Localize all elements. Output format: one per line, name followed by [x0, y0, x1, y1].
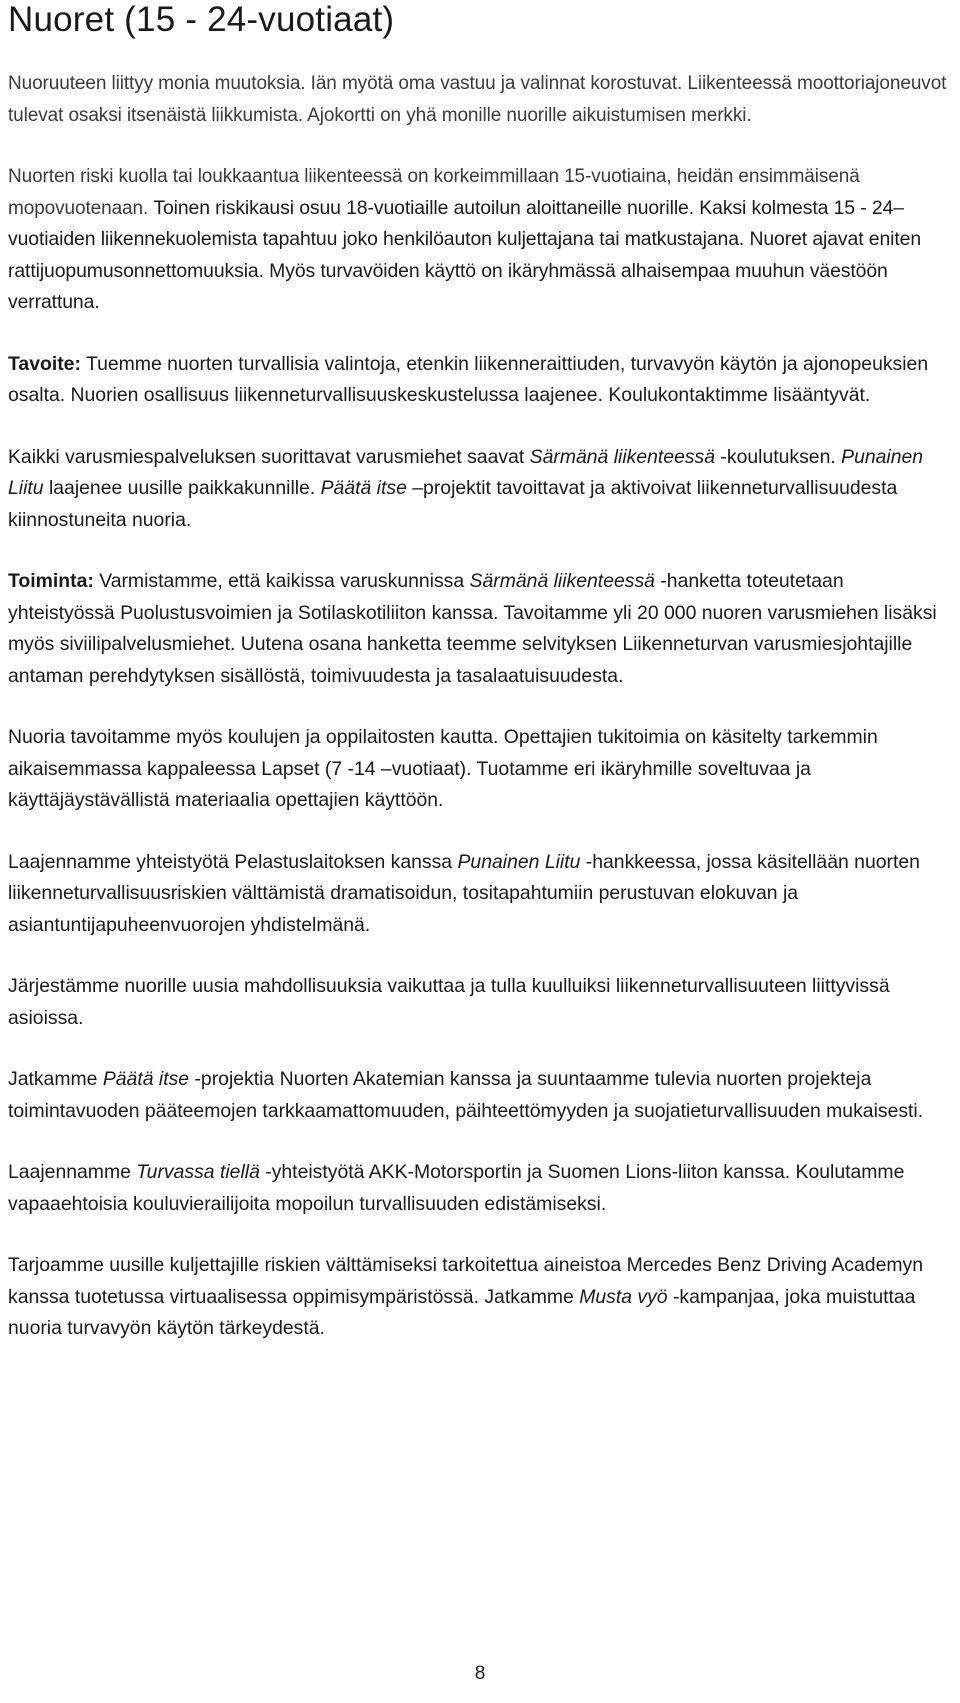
paragraph-emphasis: Musta vyö — [579, 1285, 668, 1308]
paragraph-text: -hanketta toteutetaan yhteistyössä Puolustusvoimien ja Sotilaskotiliiton kanssa. Tavoitamme yli 20 000 nuoren varusmiehen lisäksi myös siviilipalvelusmiehet. Uutena osana hanketta teemme selvityksen Liikenneturvan varusmiesjohtajille antaman perehdytyksen sisällöstä, toimivuudesta ja tasalaatuisuudesta. — [8, 570, 937, 687]
paragraph-lead-label: Tavoite: — [8, 352, 81, 375]
paragraph-text: Nuoruuteen liittyy monia muutoksia. Iän myötä oma vastuu ja valinnat korostuvat. Liikenteessä moottoriajoneuvot tulevat osaksi itsenäistä liikkumista. Ajokortti on yhä monille nuorille aikuistumisen merkki. — [8, 73, 947, 126]
paragraph-emphasis: Päätä itse — [102, 1068, 190, 1090]
paragraph-text: –projektit tavoittavat ja aktivoivat liikenneturvallisuudesta kiinnostuneita nuoria. — [8, 477, 898, 531]
paragraph-text: laajenee uusille paikkakunnille. — [43, 477, 321, 499]
paragraph — [8, 847, 952, 942]
paragraph-emphasis: Päätä itse — [320, 477, 407, 499]
paragraph — [8, 722, 952, 817]
paragraph — [8, 566, 952, 692]
paragraph-text: -hankkeessa, jossa käsitellään nuorten liikenneturvallisuusriskien välttämistä dramatisoidun, tositapahtumiin perustuvan elokuvan ja asiantuntijapuheenvuorojen yhdistelmänä. — [8, 850, 920, 936]
paragraph-lead-label: Toiminta: — [8, 570, 94, 592]
paragraph — [8, 1064, 952, 1127]
paragraph-text: Nuoria tavoitamme myös koulujen ja oppilaitosten kautta. Opettajien tukitoimia on käsitelty tarkemmin aikaisemmassa kappaleessa Lapset (7 -14 –vuotiaat). Tuotamme eri ikäryhmille soveltuvaa ja käyttäjäystävällistä materiaalia opettajien käyttöön. — [8, 726, 878, 811]
page-number: 8 — [474, 1663, 486, 1684]
page-title: Nuoret (15 - 24-vuotiaat) — [8, 0, 395, 39]
paragraph — [8, 1250, 952, 1345]
paragraph-text: Nuorten riski kuolla tai loukkaantua liikenteessä on korkeimmillaan 15-vuotiaina, heidän ensimmäisenä mopovuotenaan. — [8, 166, 860, 219]
paragraph-text: -kampanjaa, joka muistuttaa nuoria turvavyön käytön tärkeydestä. — [8, 1285, 916, 1339]
paragraph-text: -projektia Nuorten Akatemian kanssa ja suuntaamme tulevia nuorten projekteja toimintavuoden pääteemojen tarkkaamattomuuden, päihteettömyyden ja suojatieturvallisuuden mukaisesti. — [8, 1068, 924, 1122]
paragraph-text: Kaikki varusmiespalveluksen suorittavat varusmiehet saavat — [8, 445, 530, 468]
document-page — [8, 0, 952, 1345]
document-body — [8, 68, 952, 1345]
paragraph-text: Varmistamme, että kaikissa varuskunnissa — [93, 570, 470, 592]
paragraph-text: -yhteistyötä AKK-Motorsportin ja Suomen Lions-liiton kanssa. Koulutamme vapaaehtoisia kouluvierailijoita mopoilun turvallisuuden edistämiseksi. — [8, 1161, 905, 1215]
paragraph-text: Laajennamme — [8, 1161, 137, 1183]
paragraph-text: Jatkamme — [8, 1068, 103, 1090]
paragraph-emphasis: Punainen Liitu — [8, 445, 924, 499]
paragraph — [8, 161, 952, 319]
paragraph-emphasis: Punainen Liitu — [457, 850, 581, 873]
paragraph-emphasis: Särmänä liikenteessä — [529, 445, 716, 468]
paragraph-text: Laajennamme yhteistyötä Pelastuslaitoksen kanssa — [8, 850, 458, 873]
paragraph — [8, 1157, 952, 1220]
paragraph — [8, 442, 952, 537]
paragraph — [8, 971, 952, 1034]
paragraph-emphasis: Särmänä liikenteessä — [469, 570, 655, 592]
paragraph — [8, 349, 952, 412]
paragraph-text: Järjestämme nuorille uusia mahdollisuuksia vaikuttaa ja tulla kuulluiksi liikenneturvallisuuteen liittyvissä asioissa. — [8, 975, 890, 1029]
paragraph — [8, 68, 952, 131]
paragraph-text: Tuemme nuorten turvallisia valintoja, etenkin liikenneraittiuden, turvavyön käytön ja ajonopeuksien osalta. Nuorien osallisuus liikenneturvallisuuskeskustelussa laajenee. Koulukontaktimme lisääntyvät. — [8, 352, 929, 406]
paragraph-text: Tarjoamme uusille kuljettajille riskien välttämiseksi tarkoitettua aineistoa Mercedes Benz Driving Academyn kanssa tuotetussa virtuaalisessa oppimisympäristössä. Jatkamme — [8, 1254, 923, 1308]
paragraph-text: Toinen riskikausi osuu 18-vuotiaille autoilun aloittaneille nuorille. Kaksi kolmesta 15 - 24–vuotiaiden liikennekuolemista tapahtuu joko henkilöauton kuljettajana tai matkustajana. Nuoret ajavat eniten rattijuopumusonnettomuuksia. Myös turvavöiden käyttö on ikäryhmässä alhaisempaa muuhun väestöön verrattuna. — [8, 196, 922, 313]
paragraph-emphasis: Turvassa tiellä — [136, 1161, 260, 1183]
paragraph-text: -koulutuksen. — [715, 445, 842, 468]
